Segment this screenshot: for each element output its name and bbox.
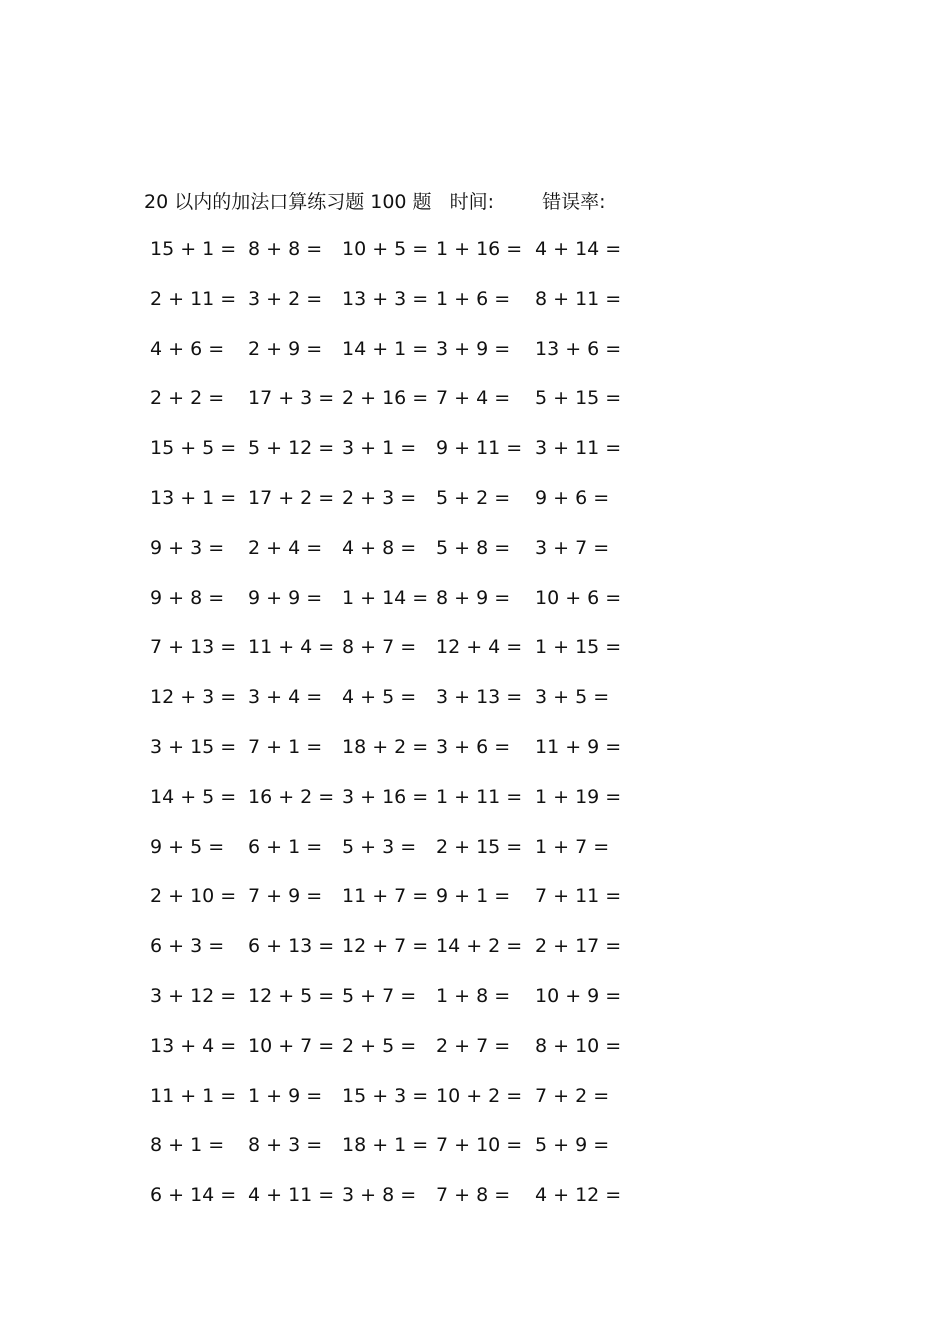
problem-item: 11 + 9 =	[535, 736, 622, 758]
problem-item: 10 + 5 =	[342, 238, 429, 260]
problem-item: 9 + 8 =	[150, 587, 225, 609]
problem-item: 2 + 17 =	[535, 935, 622, 957]
problem-item: 7 + 10 =	[436, 1134, 523, 1156]
problem-item: 9 + 1 =	[436, 885, 511, 907]
problem-item: 3 + 9 =	[436, 338, 511, 360]
problem-item: 8 + 9 =	[436, 587, 511, 609]
problem-item: 13 + 6 =	[535, 338, 622, 360]
problem-item: 10 + 9 =	[535, 985, 622, 1007]
problem-item: 7 + 11 =	[535, 885, 622, 907]
problem-item: 9 + 6 =	[535, 487, 610, 509]
problem-item: 7 + 2 =	[535, 1085, 610, 1107]
problem-item: 2 + 11 =	[150, 288, 237, 310]
problem-item: 16 + 2 =	[248, 786, 335, 808]
time-label: 时间:	[449, 191, 495, 213]
problem-item: 1 + 9 =	[248, 1085, 323, 1107]
problem-item: 1 + 14 =	[342, 587, 429, 609]
problem-item: 13 + 4 =	[150, 1035, 237, 1057]
problem-item: 3 + 1 =	[342, 437, 417, 459]
problem-item: 6 + 3 =	[150, 935, 225, 957]
problem-item: 15 + 1 =	[150, 238, 237, 260]
problem-item: 15 + 5 =	[150, 437, 237, 459]
problem-item: 12 + 5 =	[248, 985, 335, 1007]
problem-item: 8 + 10 =	[535, 1035, 622, 1057]
problem-item: 2 + 9 =	[248, 338, 323, 360]
problem-item: 3 + 6 =	[436, 736, 511, 758]
problem-item: 1 + 16 =	[436, 238, 523, 260]
problem-item: 18 + 1 =	[342, 1134, 429, 1156]
problem-item: 13 + 1 =	[150, 487, 237, 509]
problem-item: 14 + 5 =	[150, 786, 237, 808]
problem-item: 9 + 5 =	[150, 836, 225, 858]
problem-item: 13 + 3 =	[342, 288, 429, 310]
problem-item: 8 + 7 =	[342, 636, 417, 658]
problem-item: 4 + 12 =	[535, 1184, 622, 1206]
problem-item: 12 + 3 =	[150, 686, 237, 708]
problem-item: 15 + 3 =	[342, 1085, 429, 1107]
problem-item: 2 + 15 =	[436, 836, 523, 858]
problem-item: 10 + 7 =	[248, 1035, 335, 1057]
problem-item: 1 + 15 =	[535, 636, 622, 658]
problem-item: 4 + 5 =	[342, 686, 417, 708]
problem-item: 2 + 5 =	[342, 1035, 417, 1057]
problem-item: 10 + 2 =	[436, 1085, 523, 1107]
problem-item: 11 + 7 =	[342, 885, 429, 907]
problem-item: 4 + 11 =	[248, 1184, 335, 1206]
problem-item: 9 + 3 =	[150, 537, 225, 559]
problem-item: 2 + 7 =	[436, 1035, 511, 1057]
problem-item: 1 + 11 =	[436, 786, 523, 808]
problem-item: 12 + 7 =	[342, 935, 429, 957]
problem-item: 3 + 13 =	[436, 686, 523, 708]
problem-item: 1 + 6 =	[436, 288, 511, 310]
problem-item: 2 + 3 =	[342, 487, 417, 509]
problem-item: 6 + 13 =	[248, 935, 335, 957]
problem-item: 14 + 2 =	[436, 935, 523, 957]
problem-item: 7 + 8 =	[436, 1184, 511, 1206]
problem-item: 4 + 8 =	[342, 537, 417, 559]
problem-item: 5 + 7 =	[342, 985, 417, 1007]
problem-item: 17 + 3 =	[248, 387, 335, 409]
problem-item: 3 + 4 =	[248, 686, 323, 708]
problem-item: 9 + 11 =	[436, 437, 523, 459]
problem-item: 9 + 9 =	[248, 587, 323, 609]
problem-item: 1 + 19 =	[535, 786, 622, 808]
problem-item: 17 + 2 =	[248, 487, 335, 509]
problem-item: 7 + 1 =	[248, 736, 323, 758]
problem-item: 5 + 8 =	[436, 537, 511, 559]
problem-item: 3 + 15 =	[150, 736, 237, 758]
worksheet-title: 20 以内的加法口算练习题 100 题	[144, 191, 432, 213]
problem-item: 8 + 3 =	[248, 1134, 323, 1156]
problem-item: 3 + 16 =	[342, 786, 429, 808]
problem-item: 4 + 6 =	[150, 338, 225, 360]
problem-item: 5 + 9 =	[535, 1134, 610, 1156]
problem-item: 12 + 4 =	[436, 636, 523, 658]
problem-item: 5 + 15 =	[535, 387, 622, 409]
problem-item: 1 + 8 =	[436, 985, 511, 1007]
problem-item: 3 + 7 =	[535, 537, 610, 559]
problem-item: 1 + 7 =	[535, 836, 610, 858]
problem-item: 8 + 11 =	[535, 288, 622, 310]
problem-item: 11 + 1 =	[150, 1085, 237, 1107]
problem-item: 3 + 5 =	[535, 686, 610, 708]
problem-item: 3 + 8 =	[342, 1184, 417, 1206]
problem-item: 7 + 13 =	[150, 636, 237, 658]
problem-item: 18 + 2 =	[342, 736, 429, 758]
problem-item: 8 + 8 =	[248, 238, 323, 260]
problem-item: 11 + 4 =	[248, 636, 335, 658]
problem-item: 6 + 14 =	[150, 1184, 237, 1206]
problem-item: 3 + 2 =	[248, 288, 323, 310]
problem-item: 2 + 16 =	[342, 387, 429, 409]
problem-item: 6 + 1 =	[248, 836, 323, 858]
problem-item: 10 + 6 =	[535, 587, 622, 609]
problem-item: 2 + 4 =	[248, 537, 323, 559]
problem-item: 5 + 12 =	[248, 437, 335, 459]
problem-item: 7 + 9 =	[248, 885, 323, 907]
problem-item: 14 + 1 =	[342, 338, 429, 360]
problem-item: 4 + 14 =	[535, 238, 622, 260]
problem-item: 2 + 10 =	[150, 885, 237, 907]
problem-item: 5 + 2 =	[436, 487, 511, 509]
problem-item: 3 + 12 =	[150, 985, 237, 1007]
problem-item: 3 + 11 =	[535, 437, 622, 459]
error-rate-label: 错误率:	[542, 191, 606, 213]
problem-item: 7 + 4 =	[436, 387, 511, 409]
problem-item: 5 + 3 =	[342, 836, 417, 858]
problem-item: 2 + 2 =	[150, 387, 225, 409]
problem-item: 8 + 1 =	[150, 1134, 225, 1156]
